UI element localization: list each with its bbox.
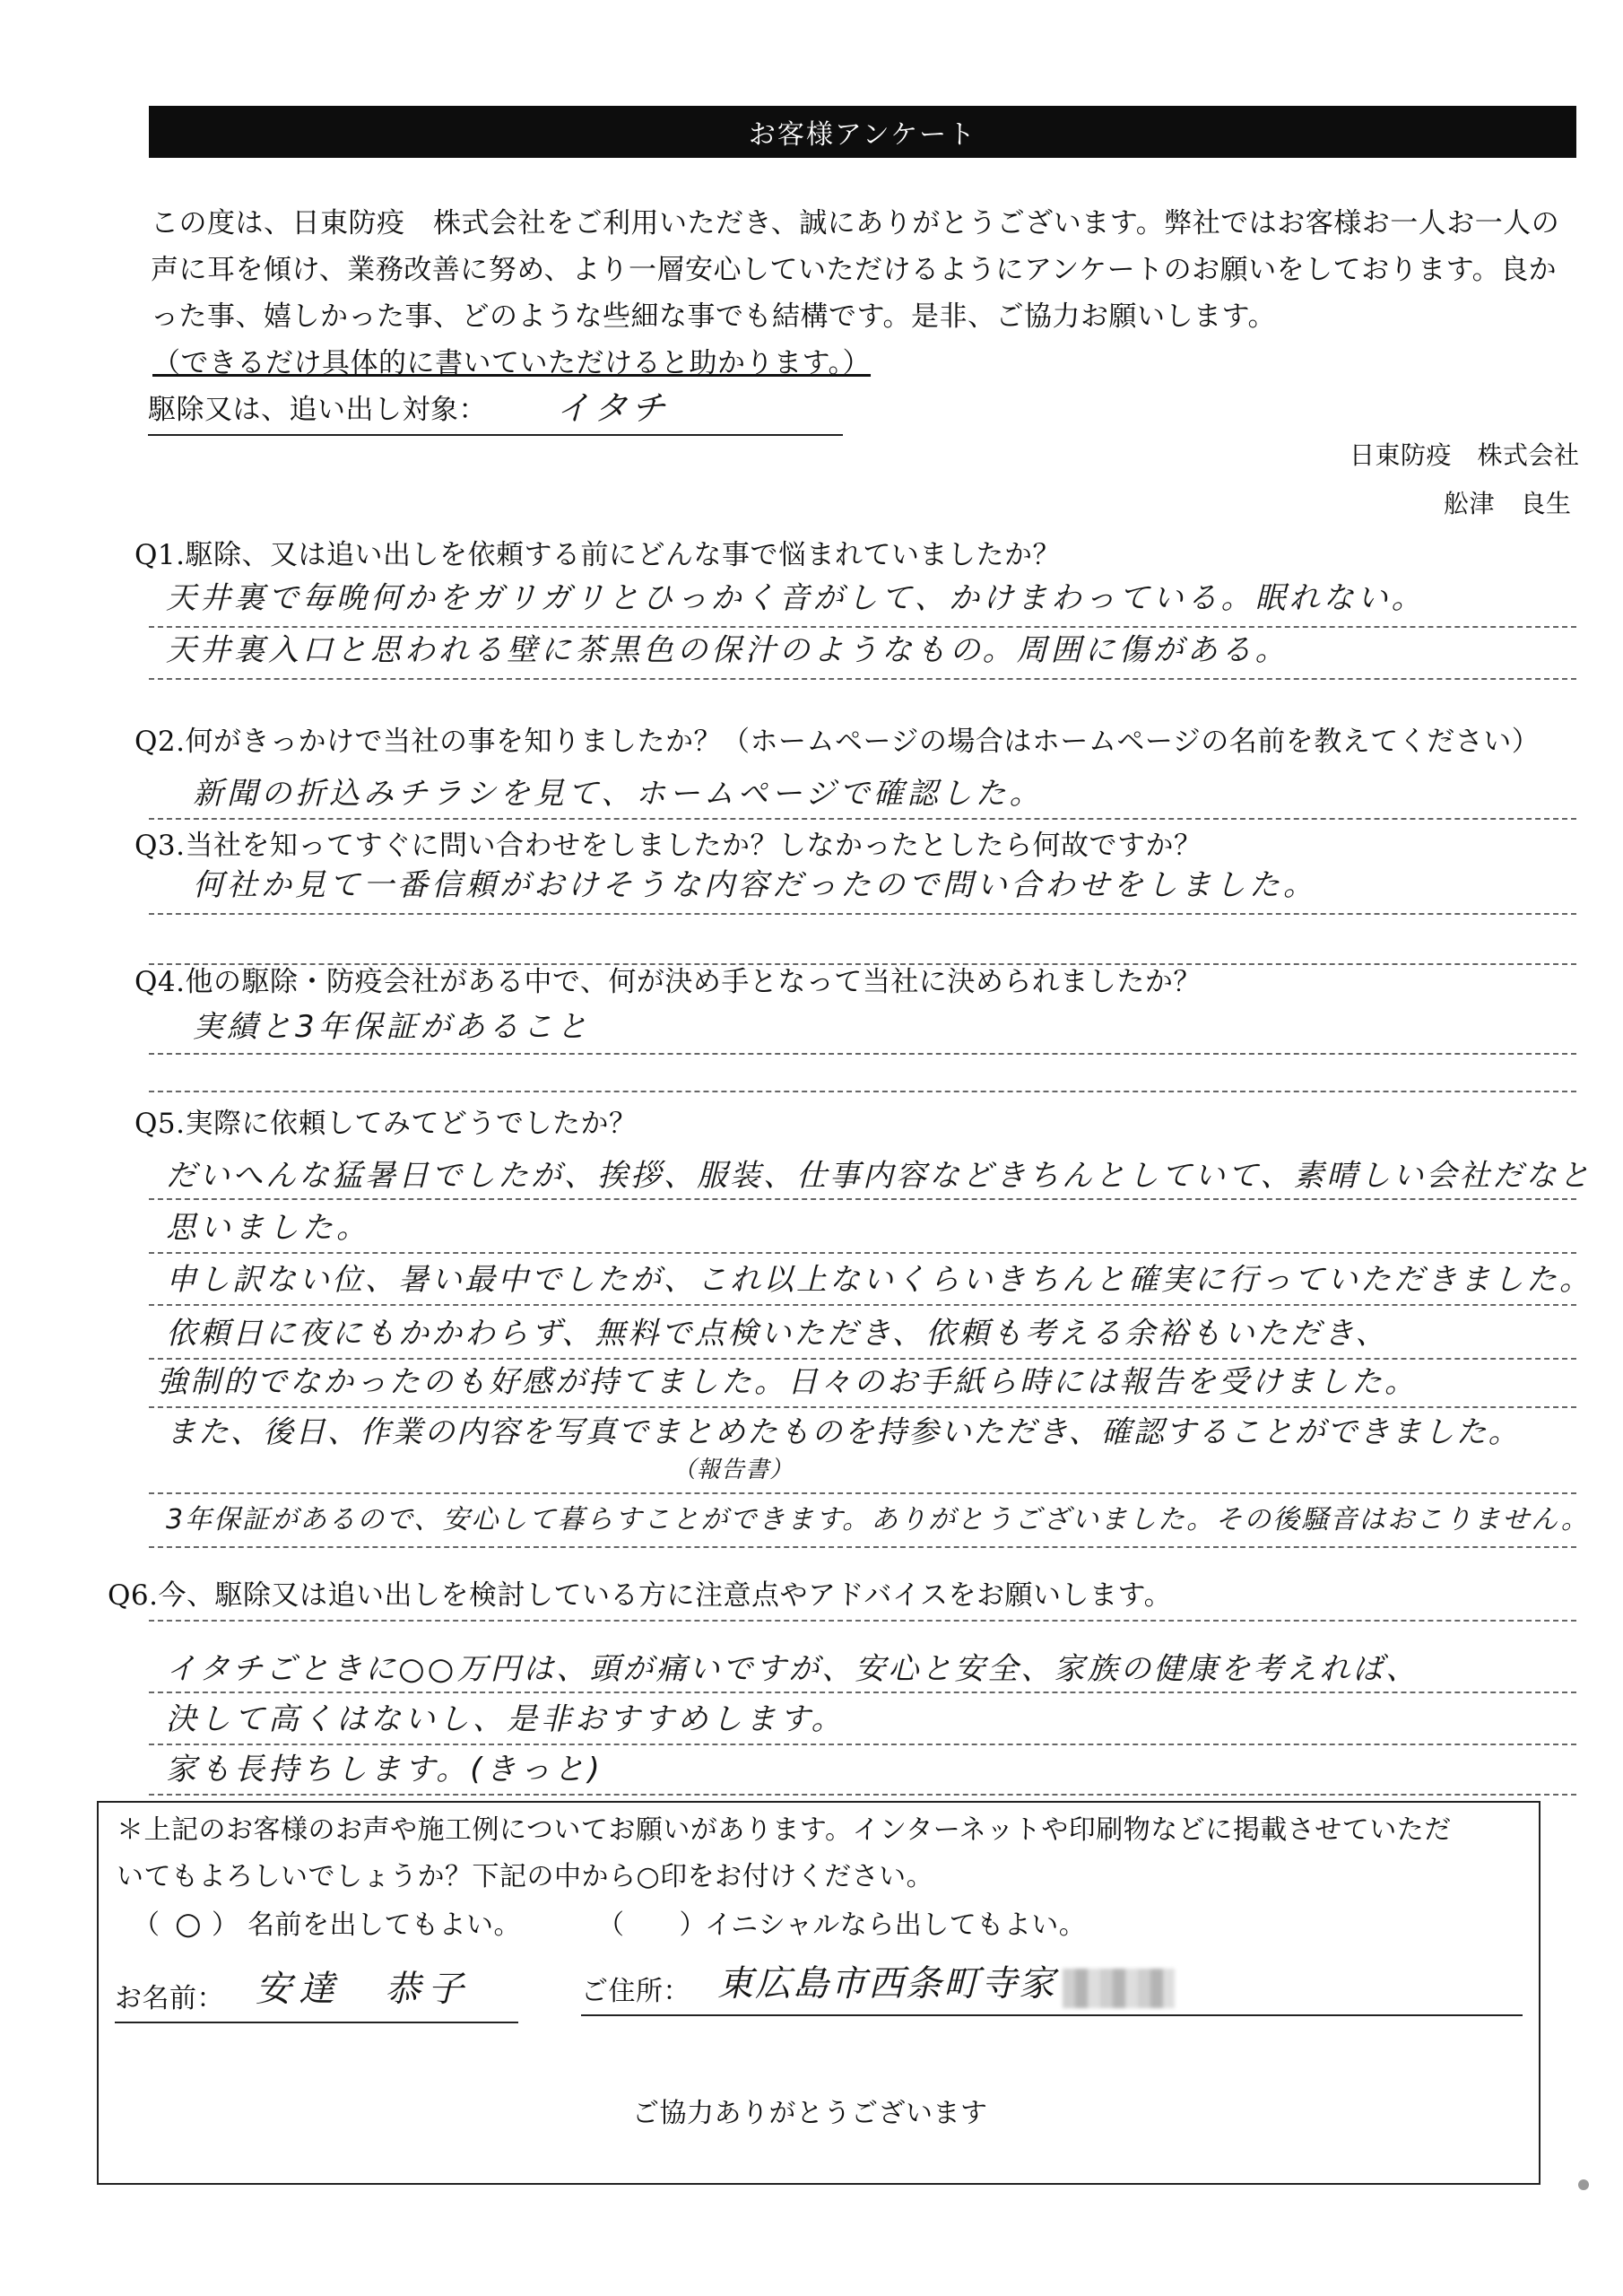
company-name: 日東防疫 株式会社 <box>1350 440 1580 470</box>
question-6: Q6.今、駆除又は追い出しを検討している方に注意点やアドバイスをお願いします。 <box>108 1579 1173 1612</box>
option-name-label: 名前を出してもよい。 <box>247 1909 521 1941</box>
answer-line <box>149 1794 1576 1796</box>
intro-line-2: 声に耳を傾け、業務改善に努め、より一層安心していただけるようにアンケートのお願いをしております。良か <box>151 254 1558 286</box>
option-name-paren-open: （ <box>133 1909 161 1941</box>
answer-line <box>149 1358 1576 1360</box>
thanks-footer: ご協力ありがとうございます <box>632 2098 988 2129</box>
question-5: Q5.実際に依頼してみてどうでしたか？ <box>135 1108 638 1140</box>
target-underline <box>148 434 843 436</box>
company-person: 舩津 良生 <box>1444 489 1572 518</box>
answer-5-line-4: 依頼日に夜にもかかわらず、無料で点検いただき、依頼も考える余裕もいただき、 <box>166 1316 1389 1352</box>
answer-line <box>149 1492 1576 1494</box>
question-1: Q1.駆除、又は追い出しを依頼する前にどんな事で悩まれていましたか？ <box>135 539 1061 571</box>
answer-1-line-2: 天井裏入口と思われる壁に茶黒色の保汁のようなもの。周囲に傷がある。 <box>166 632 1289 668</box>
address-label: ご住所： <box>581 1976 690 2007</box>
name-label: お名前： <box>115 1983 224 2014</box>
survey-title: お客様アンケート <box>748 119 977 151</box>
option-initials-paren[interactable]: （ ） <box>597 1909 707 1941</box>
target-label: 駆除又は、追い出し対象： <box>148 394 487 426</box>
answer-line <box>149 1406 1576 1408</box>
permission-line-1: ＊上記のお客様のお声や施工例についてお願いがあります。インターネットや印刷物などに掲載させていただ <box>117 1814 1452 1846</box>
target-value: イタチ <box>556 388 670 428</box>
survey-title-bar <box>149 106 1576 158</box>
answer-6-line-3: 家も長持ちします。(きっと) <box>166 1752 603 1787</box>
answer-5-line-6: また、後日、作業の内容を写真でまとめたものを持参いただき、確認することができました。 <box>166 1414 1521 1450</box>
answer-line <box>149 1546 1576 1548</box>
redacted-address <box>1063 1969 1175 2008</box>
answer-5-line-7: 3年保証があるので、安心して暮らすことができます。ありがとうございました。その後騒音はおこりません。 <box>166 1504 1590 1535</box>
answer-5-line-2: 思いました。 <box>166 1210 370 1246</box>
answer-5-line-5: 強制的でなかったのも好感が持てました。日々のお手紙ら時には報告を受けました。 <box>157 1364 1418 1400</box>
scan-dot <box>1578 2179 1589 2190</box>
option-initials-label: イニシャルなら出してもよい。 <box>705 1909 1087 1941</box>
answer-line <box>149 818 1576 820</box>
intro-line-3: った事、嬉しかった事、どのような些細な事でも結構です。是非、ご協力お願いします。 <box>151 300 1277 333</box>
name-underline <box>115 2022 518 2023</box>
answer-4-line-1: 実績と3年保証があること <box>193 1009 591 1045</box>
answer-line <box>149 913 1576 915</box>
address-underline <box>581 2014 1523 2016</box>
answer-5-line-3: 申し訳ない位、暑い最中でしたが、これ以上ないくらいきちんと確実に行っていただきました。 <box>166 1262 1593 1298</box>
answer-line <box>149 1091 1576 1092</box>
question-2: Q2.何がきっかけで当社の事を知りましたか？（ホームページの場合はホームページの名前を教えてください） <box>135 726 1541 758</box>
address-value[interactable]: 東広島市西条町寺家 <box>717 1963 1056 2005</box>
permission-line-2: いてもよろしいでしょうか？下記の中から○印をお付けください。 <box>117 1861 934 1892</box>
answer-1-line-1: 天井裏で毎晩何かをガリガリとひっかく音がして、かけまわっている。眠れない。 <box>166 580 1426 616</box>
answer-6-line-1: イタチごときに○○万円は、頭が痛いですが、安心と安全、家族の健康を考えれば、 <box>166 1651 1419 1687</box>
intro-note: （できるだけ具体的に書いていただけると助かります。） <box>152 347 872 379</box>
intro-line-1: この度は、日東防疫 株式会社をご利用いただき、誠にありがとうございます。弊社ではお客様お一人お一人の <box>151 207 1560 239</box>
answer-line <box>149 1252 1576 1254</box>
answer-3-line-1: 何社か見て一番信頼がおけそうな内容だったので問い合わせをしました。 <box>193 867 1317 903</box>
answer-line <box>149 1692 1576 1693</box>
answer-6-line-2: 決して高くはないし、是非おすすめします。 <box>166 1701 846 1737</box>
answer-2-line-1: 新聞の折込みチラシを見て、ホームページで確認した。 <box>193 776 1044 812</box>
answer-line <box>149 963 1576 965</box>
question-3: Q3.当社を知ってすぐに問い合わせをしましたか？しなかったとしたら何故ですか？ <box>135 830 1202 862</box>
answer-5-note: （報告書） <box>673 1457 794 1483</box>
question-4: Q4.他の駆除・防疫会社がある中で、何が決め手となって当社に決められましたか？ <box>135 966 1202 998</box>
option-name-paren-close: ） <box>212 1909 239 1941</box>
answer-5-line-1: だいへんな猛暑日でしたが、挨拶、服装、仕事内容などきちんとしていて、素晴しい会社だなと <box>166 1158 1593 1194</box>
option-name-mark[interactable]: ○ <box>175 1906 205 1942</box>
answer-line <box>149 678 1576 680</box>
answer-line <box>149 1304 1576 1306</box>
answer-line <box>149 1198 1576 1200</box>
answer-line <box>149 1744 1576 1745</box>
name-value[interactable]: 安達 恭子 <box>256 1969 471 2010</box>
answer-line <box>149 626 1576 628</box>
answer-line <box>149 1053 1576 1055</box>
answer-line <box>149 1620 1576 1622</box>
